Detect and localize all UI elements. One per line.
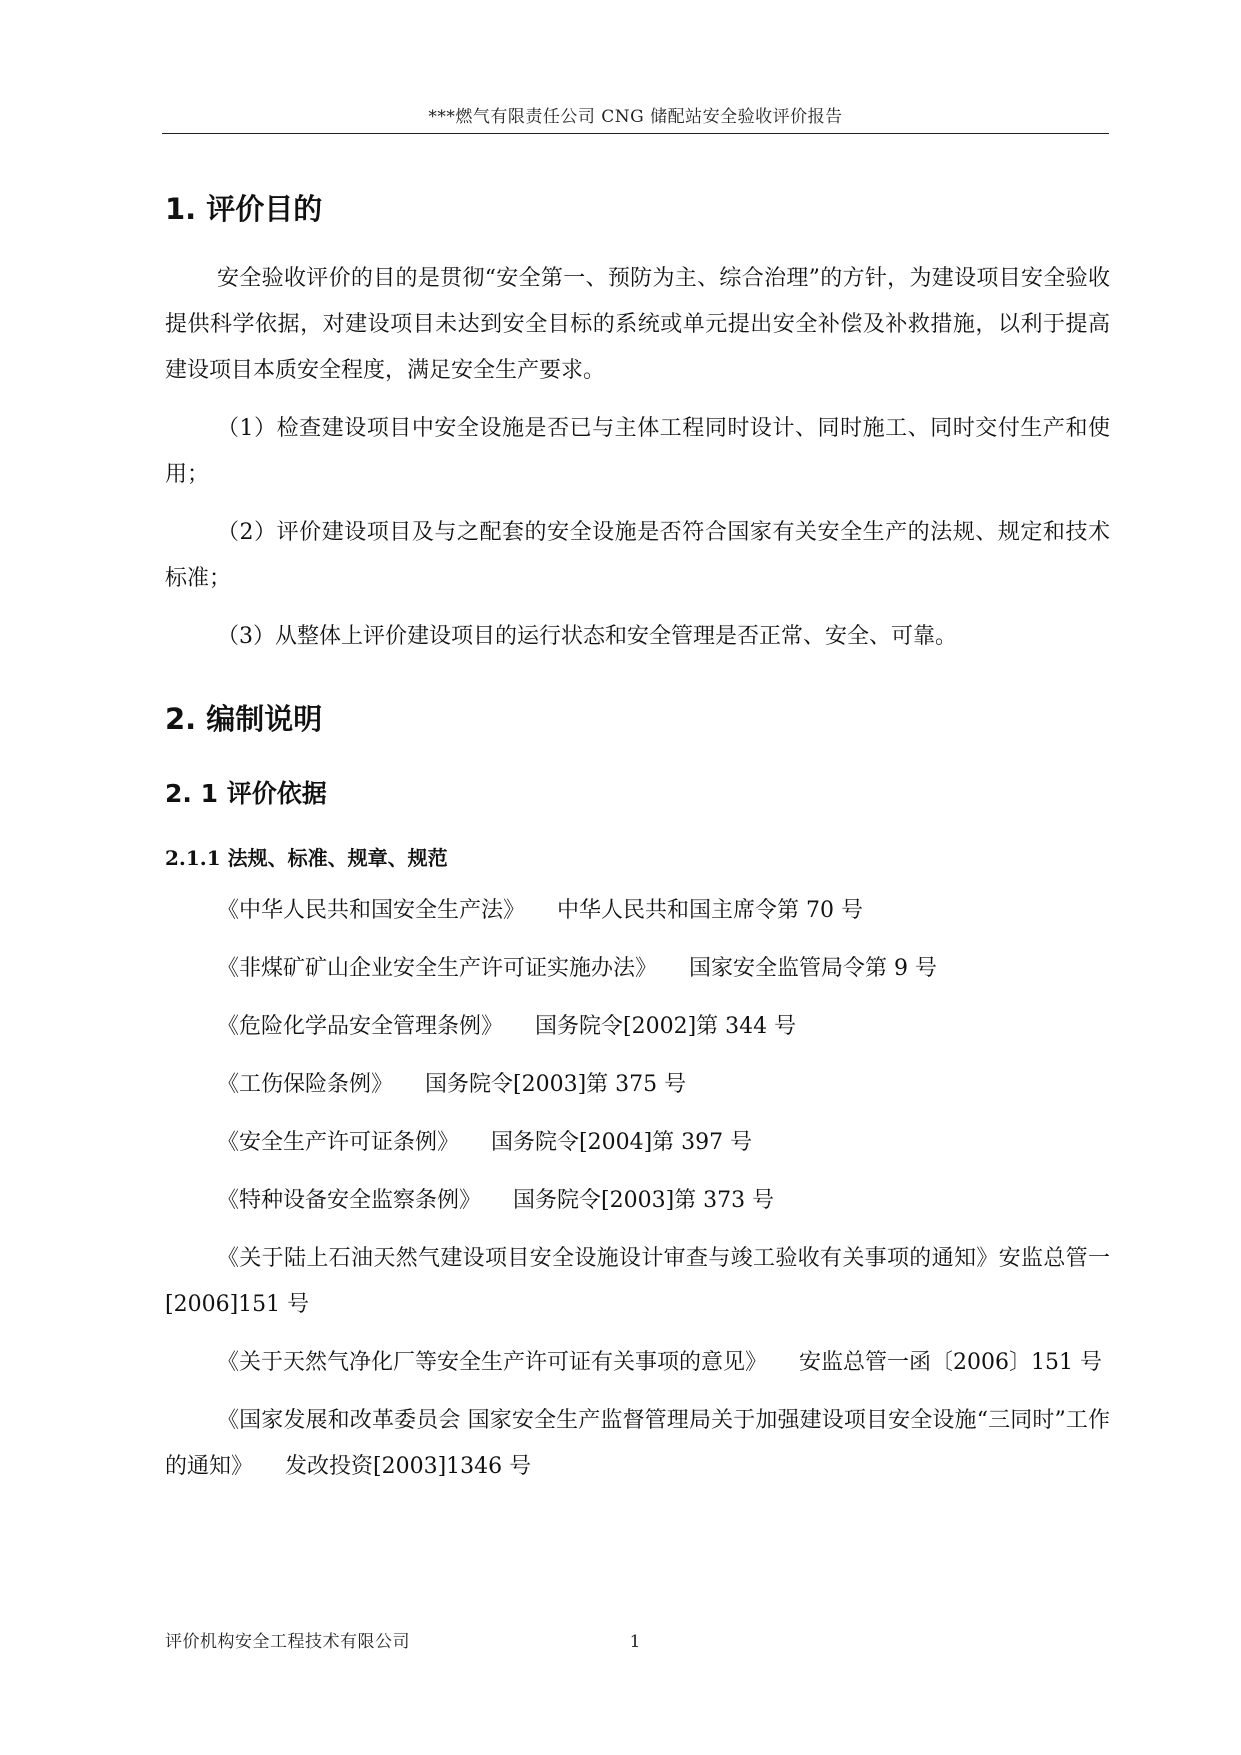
reference-title: 《危险化学品安全管理条例》 (217, 1014, 504, 1039)
section-2-1-1-heading: 2.1.1 法规、标准、规章、规范 (165, 846, 448, 870)
reference-doc-number: 安监总管一[2006]151 号 (165, 1246, 1110, 1317)
reference-title: 《工伤保险条例》 (217, 1072, 394, 1097)
footer-organization: 评价机构安全工程技术有限公司 (165, 1632, 410, 1652)
reference-item (165, 1062, 1110, 1108)
reference-doc-number: 国务院令[2003]第 373 号 (513, 1188, 775, 1213)
page-number: 1 (629, 1632, 641, 1652)
reference-title: 《安全生产许可证条例》 (217, 1130, 460, 1155)
reference-item (165, 1398, 1110, 1490)
reference-item (165, 1004, 1110, 1050)
reference-title: 《特种设备安全监察条例》 (217, 1188, 482, 1213)
reference-title: 《关于天然气净化厂等安全生产许可证有关事项的意见》 (217, 1350, 768, 1375)
header-rule (162, 133, 1109, 134)
reference-doc-number: 国家安全监管局令第 9 号 (689, 956, 937, 981)
reference-title: 《关于陆上石油天然气建设项目安全设施设计审查与竣工验收有关事项的通知》 (217, 1246, 999, 1271)
page-content (165, 180, 1110, 1502)
page-header: ***燃气有限责任公司 CNG 储配站安全验收评价报告 (428, 107, 843, 127)
reference-title: 《国家发展和改革委员会 国家安全生产监督管理局关于加强建设项目安全设施“三同时”工作的通知》 (165, 1408, 1110, 1479)
reference-title: 《非煤矿矿山企业安全生产许可证实施办法》 (217, 956, 658, 981)
section-2-heading: 2. 编制说明 (165, 702, 323, 736)
reference-item (165, 946, 1110, 992)
reference-item (165, 1120, 1110, 1166)
reference-doc-number: 中华人民共和国主席令第 70 号 (557, 898, 863, 923)
section-1-item-2: （2）评价建设项目及与之配套的安全设施是否符合国家有关安全生产的法规、规定和技术标准； (165, 520, 1110, 591)
section-1-paragraph: 安全验收评价的目的是贯彻“安全第一、预防为主、综合治理”的方针，为建设项目安全验收提供科学依据，对建设项目未达到安全目标的系统或单元提出安全补偿及补救措施，以利于提高建设项目本质安全程度，满足安全生产要求。 (165, 266, 1110, 383)
reference-item (165, 1178, 1110, 1224)
section-1-item-3: （3）从整体上评价建设项目的运行状态和安全管理是否正常、安全、可靠。 (217, 624, 957, 649)
reference-doc-number: 国务院令[2004]第 397 号 (491, 1130, 753, 1155)
section-2-1-heading: 2. 1 评价依据 (165, 779, 327, 808)
reference-doc-number: 国务院令[2002]第 344 号 (535, 1014, 797, 1039)
reference-doc-number: 安监总管一函〔2006〕151 号 (799, 1350, 1102, 1375)
reference-item (165, 1340, 1110, 1386)
reference-doc-number: 发改投资[2003]1346 号 (285, 1454, 532, 1479)
reference-item (165, 888, 1110, 934)
reference-item (165, 1236, 1110, 1328)
section-1-item-1: （1）检查建设项目中安全设施是否已与主体工程同时设计、同时施工、同时交付生产和使用； (165, 416, 1110, 487)
reference-title: 《中华人民共和国安全生产法》 (217, 898, 526, 923)
section-1-heading: 1. 评价目的 (165, 192, 323, 226)
reference-doc-number: 国务院令[2003]第 375 号 (425, 1072, 687, 1097)
